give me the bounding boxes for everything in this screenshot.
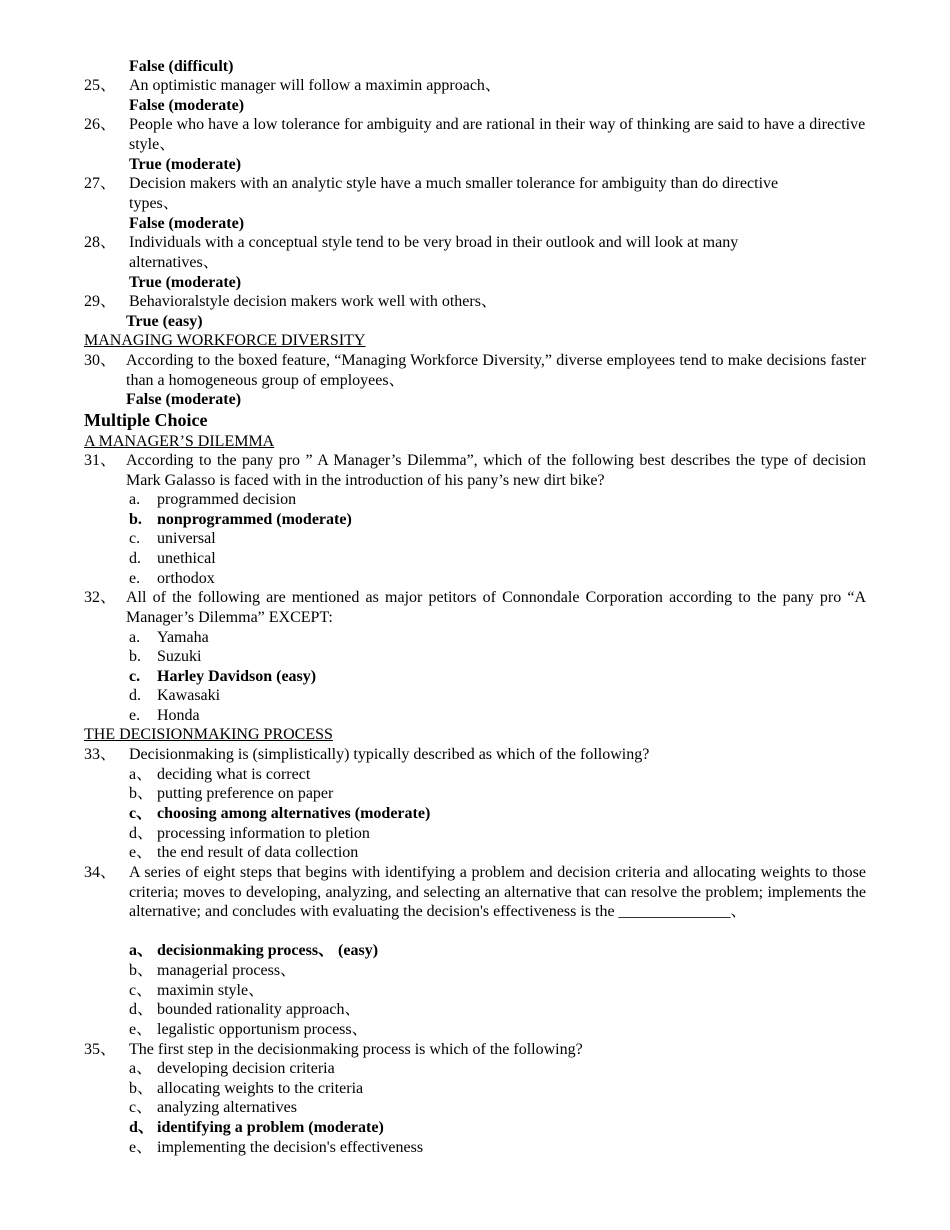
option-marker: a、 bbox=[129, 1060, 153, 1077]
option-text: bounded rationality approach、 bbox=[157, 1001, 361, 1018]
option-marker: d. bbox=[129, 550, 141, 567]
question-number: 27、 bbox=[84, 175, 117, 192]
option-34c bbox=[129, 981, 264, 1001]
option-text: putting preference on paper bbox=[157, 785, 334, 802]
option-marker: e、 bbox=[129, 1139, 153, 1156]
option-marker: a. bbox=[129, 491, 141, 508]
option-marker: c、 bbox=[129, 1099, 153, 1116]
question-text: Behavioralstyle decision makers work well with others、 bbox=[129, 293, 497, 310]
option-marker: e. bbox=[129, 570, 141, 587]
option-marker: b、 bbox=[129, 785, 154, 802]
question-number: 29、 bbox=[84, 293, 117, 310]
option-text: deciding what is correct bbox=[157, 766, 311, 783]
question-35 bbox=[84, 1040, 866, 1060]
question-number: 28、 bbox=[84, 234, 117, 251]
option-33b bbox=[129, 784, 333, 804]
question-text: An optimistic manager will follow a maximin approach、 bbox=[129, 77, 501, 94]
option-marker: d、 bbox=[129, 1001, 154, 1018]
option-31a bbox=[129, 490, 296, 510]
option-marker: b. bbox=[129, 648, 141, 665]
question-32 bbox=[84, 588, 866, 627]
answer-24: False (difficult) bbox=[129, 58, 234, 75]
question-text: People who have a low tolerance for ambiguity and are rational in their way of thinking are said to have a directive style、 bbox=[129, 116, 866, 153]
option-marker: e、 bbox=[129, 844, 153, 861]
option-33a bbox=[129, 765, 310, 785]
question-29 bbox=[84, 292, 866, 312]
option-34d bbox=[129, 1000, 361, 1020]
option-32e bbox=[129, 706, 200, 726]
question-34 bbox=[84, 863, 866, 922]
multiple-choice-title: Multiple Choice bbox=[84, 410, 208, 430]
option-text: Kawasaki bbox=[157, 687, 221, 704]
option-marker: d、 bbox=[129, 825, 154, 842]
option-31e bbox=[129, 569, 215, 589]
option-35d bbox=[129, 1118, 384, 1138]
option-33e bbox=[129, 843, 358, 863]
option-marker: c. bbox=[129, 668, 141, 685]
option-text: decisionmaking process、 (easy) bbox=[157, 942, 379, 959]
question-30 bbox=[84, 351, 866, 390]
option-32c bbox=[129, 667, 316, 687]
section-heading-managers-dilemma: A MANAGER’S DILEMMA bbox=[84, 433, 275, 450]
section-heading-workforce-diversity: MANAGING WORKFORCE DIVERSITY bbox=[84, 332, 366, 349]
option-text: maximin style、 bbox=[157, 982, 265, 999]
option-text: implementing the decision's effectiveness bbox=[157, 1139, 424, 1156]
option-text: programmed decision bbox=[157, 491, 297, 508]
question-number: 32、 bbox=[84, 589, 117, 606]
question-text: Decisionmaking is (simplistically) typically described as which of the following? bbox=[129, 746, 650, 763]
answer-30: False (moderate) bbox=[126, 391, 242, 408]
option-32b bbox=[129, 647, 201, 667]
option-marker: c、 bbox=[129, 805, 153, 822]
question-number: 30、 bbox=[84, 352, 117, 369]
question-25 bbox=[84, 76, 866, 96]
option-31b bbox=[129, 510, 352, 530]
option-35b bbox=[129, 1079, 363, 1099]
option-34b bbox=[129, 961, 296, 981]
option-34e bbox=[129, 1020, 368, 1040]
option-text: Harley Davidson (easy) bbox=[157, 668, 317, 685]
question-27 bbox=[84, 174, 824, 213]
option-text: Honda bbox=[157, 707, 200, 724]
option-text: legalistic opportunism process、 bbox=[157, 1021, 368, 1038]
question-26 bbox=[84, 115, 866, 154]
option-text: Suzuki bbox=[157, 648, 202, 665]
question-33 bbox=[84, 745, 866, 765]
option-34a bbox=[129, 941, 378, 961]
answer-26: True (moderate) bbox=[129, 156, 242, 173]
option-text: Yamaha bbox=[157, 629, 209, 646]
answer-25: False (moderate) bbox=[129, 97, 245, 114]
option-marker: b、 bbox=[129, 962, 154, 979]
answer-28: True (moderate) bbox=[129, 274, 242, 291]
option-marker: b. bbox=[129, 511, 142, 528]
option-marker: a、 bbox=[129, 942, 154, 959]
question-number: 26、 bbox=[84, 116, 117, 133]
option-text: nonprogrammed (moderate) bbox=[157, 511, 352, 528]
option-marker: e、 bbox=[129, 1021, 153, 1038]
option-text: analyzing alternatives bbox=[157, 1099, 297, 1116]
question-text: Decision makers with an analytic style have a much smaller tolerance for ambiguity than do directive types、 bbox=[129, 175, 779, 212]
option-31c bbox=[129, 529, 216, 549]
option-marker: c. bbox=[129, 530, 141, 547]
option-marker: b、 bbox=[129, 1080, 154, 1097]
option-marker: e. bbox=[129, 707, 141, 724]
option-text: choosing among alternatives (moderate) bbox=[157, 805, 431, 822]
option-text: developing decision criteria bbox=[157, 1060, 335, 1077]
option-text: identifying a problem (moderate) bbox=[157, 1119, 384, 1136]
option-text: universal bbox=[157, 530, 216, 547]
option-marker: c、 bbox=[129, 982, 153, 999]
question-text: Individuals with a conceptual style tend to be very broad in their outlook and will look at many alternatives、 bbox=[129, 234, 739, 271]
option-33c bbox=[129, 804, 430, 824]
option-text: orthodox bbox=[157, 570, 215, 587]
question-text: The first step in the decisionmaking process is which of the following? bbox=[129, 1041, 583, 1058]
answer-29: True (easy) bbox=[126, 313, 203, 330]
question-text: All of the following are mentioned as major petitors of Connondale Corporation according to the pany pro “A Manager’s Dilemma” EXCEPT: bbox=[126, 589, 866, 626]
question-text: A series of eight steps that begins with identifying a problem and decision criteria and allocating weights to those criteria; moves to developing, analyzing, and selecting an alternative that can resolve the problem; implements the alternative; and concludes with evaluating the decision's effectiveness is the ______________、 bbox=[129, 864, 866, 921]
option-32a bbox=[129, 628, 209, 648]
question-number: 33、 bbox=[84, 746, 117, 763]
option-marker: d. bbox=[129, 687, 141, 704]
question-number: 31、 bbox=[84, 452, 117, 469]
option-32d bbox=[129, 686, 220, 706]
option-text: unethical bbox=[157, 550, 216, 567]
question-text: According to the boxed feature, “Managing Workforce Diversity,” diverse employees tend to make decisions faster than a homogeneous group of employees、 bbox=[126, 352, 866, 389]
option-text: managerial process、 bbox=[157, 962, 297, 979]
option-text: processing information to pletion bbox=[157, 825, 370, 842]
question-number: 35、 bbox=[84, 1041, 117, 1058]
option-33d bbox=[129, 824, 370, 844]
option-marker: a. bbox=[129, 629, 141, 646]
option-text: the end result of data collection bbox=[157, 844, 359, 861]
question-number: 34、 bbox=[84, 864, 117, 881]
answer-27: False (moderate) bbox=[129, 215, 245, 232]
option-35c bbox=[129, 1098, 297, 1118]
question-31 bbox=[84, 451, 866, 490]
section-heading-decision-process: THE DECISIONMAKING PROCESS bbox=[84, 726, 333, 743]
option-marker: a、 bbox=[129, 766, 153, 783]
question-28 bbox=[84, 233, 789, 272]
option-31d bbox=[129, 549, 216, 569]
option-marker: d、 bbox=[129, 1119, 154, 1136]
option-35a bbox=[129, 1059, 335, 1079]
question-number: 25、 bbox=[84, 77, 117, 94]
question-text: According to the pany pro ” A Manager’s Dilemma”, which of the following best describes the type of decision Mark Galasso is faced with in the introduction of his pany’s new dirt bike? bbox=[126, 452, 866, 489]
option-35e bbox=[129, 1138, 423, 1158]
option-text: allocating weights to the criteria bbox=[157, 1080, 364, 1097]
